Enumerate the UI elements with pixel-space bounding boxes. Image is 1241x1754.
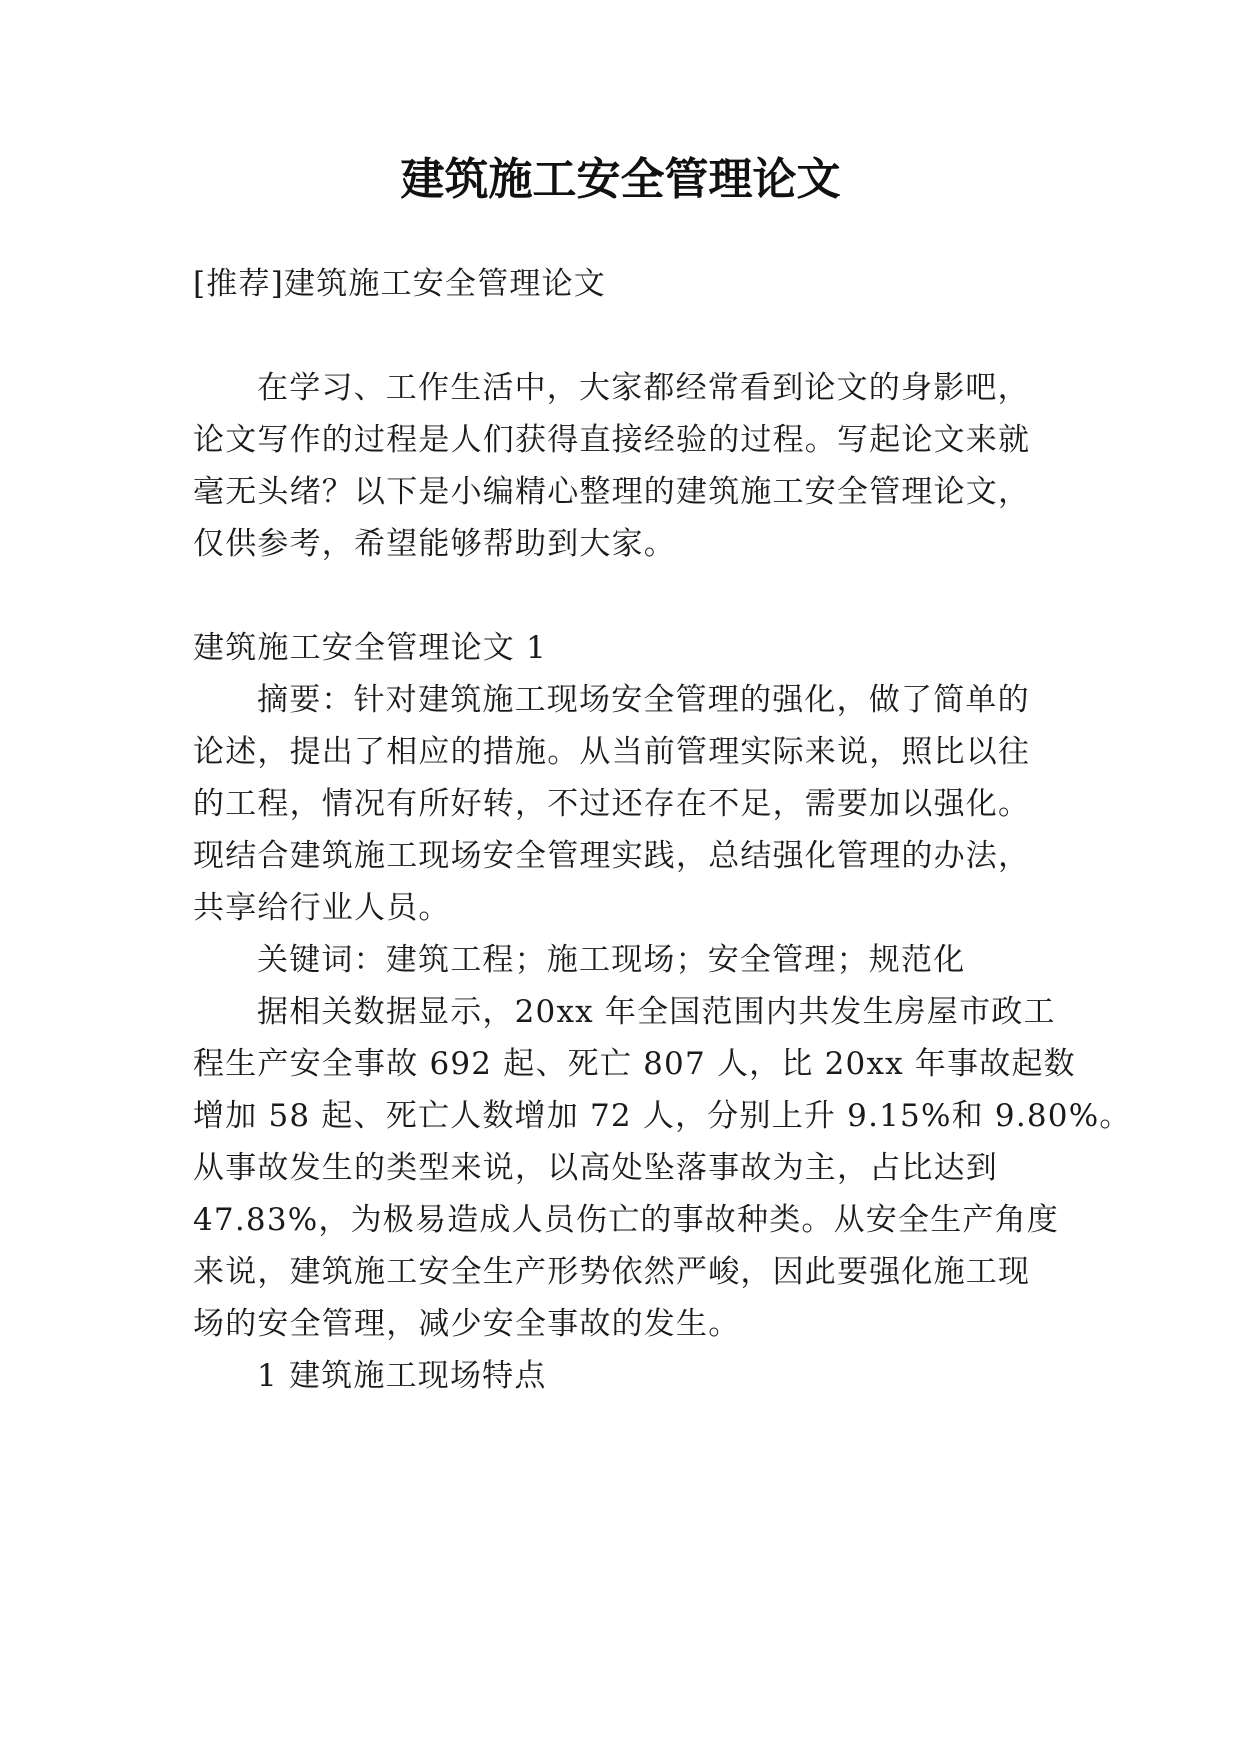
intro-line-1: 在学习、工作生活中，大家都经常看到论文的身影吧， <box>257 370 1030 406</box>
body-line-3: 增加 58 起、死亡人数增加 72 人，分别上升 9.15%和 9.80%。 <box>193 1098 1132 1134</box>
document-title: 建筑施工安全管理论文 <box>400 154 841 205</box>
body-line-2: 程生产安全事故 692 起、死亡 807 人，比 20xx 年事故起数 <box>193 1046 1076 1082</box>
abstract-line-2: 论述，提出了相应的措施。从当前管理实际来说，照比以往 <box>193 734 1031 770</box>
section-title: 建筑施工安全管理论文 1 <box>193 630 547 666</box>
subheading: 1 建筑施工现场特点 <box>257 1358 547 1394</box>
intro-line-4: 仅供参考，希望能够帮助到大家。 <box>193 526 676 562</box>
abstract-line-5: 共享给行业人员。 <box>193 890 451 926</box>
abstract-line-4: 现结合建筑施工现场安全管理实践，总结强化管理的办法， <box>193 838 1031 874</box>
intro-line-2: 论文写作的过程是人们获得直接经验的过程。写起论文来就 <box>193 422 1031 458</box>
body-line-6: 来说，建筑施工安全生产形势依然严峻，因此要强化施工现 <box>193 1254 1031 1290</box>
abstract-line-3: 的工程，情况有所好转，不过还存在不足，需要加以强化。 <box>193 786 1031 822</box>
body-line-5: 47.83%，为极易造成人员伤亡的事故种类。从安全生产角度 <box>193 1202 1060 1238</box>
recommend-line: [推荐]建筑施工安全管理论文 <box>193 266 606 302</box>
body-line-1: 据相关数据显示，20xx 年全国范围内共发生房屋市政工 <box>257 994 1056 1030</box>
body-line-7: 场的安全管理，减少安全事故的发生。 <box>193 1306 741 1342</box>
body-line-4: 从事故发生的类型来说，以高处坠落事故为主，占比达到 <box>193 1150 998 1186</box>
abstract-line-1: 摘要：针对建筑施工现场安全管理的强化，做了简单的 <box>257 682 1030 718</box>
keywords-line: 关键词：建筑工程；施工现场；安全管理；规范化 <box>257 942 966 978</box>
intro-line-3: 毫无头绪？以下是小编精心整理的建筑施工安全管理论文， <box>193 474 1031 510</box>
